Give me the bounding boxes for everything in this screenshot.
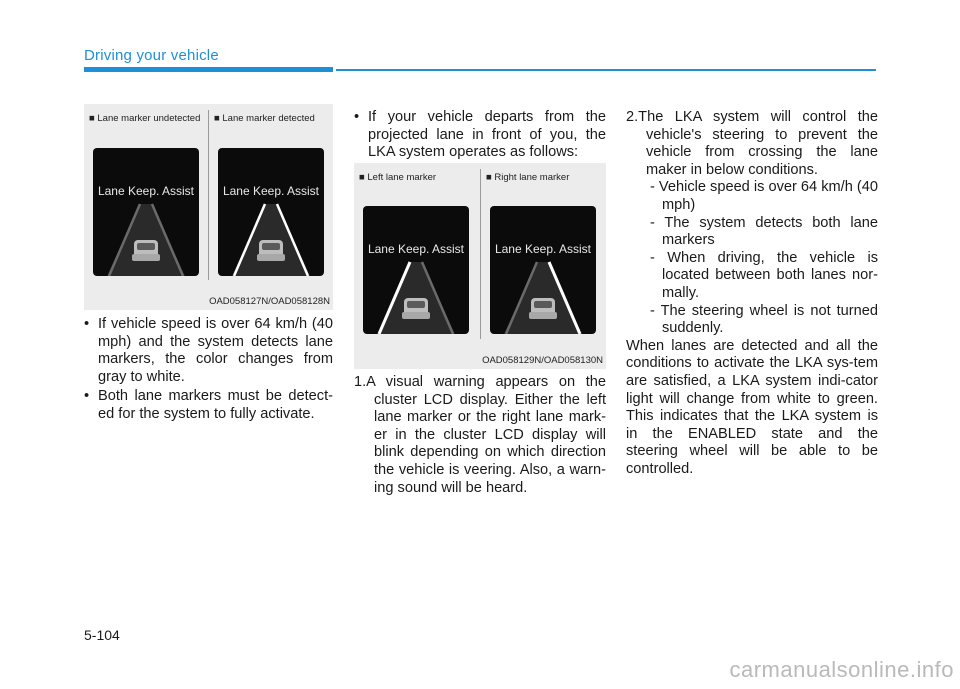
- condition-between-lanes: - When driving, the vehicle is located between both lanes nor-mally.: [650, 249, 878, 301]
- bullet-both-markers: • Both lane markers must be detect-ed for the system to fully activate.: [84, 388, 333, 423]
- car-icon: [529, 298, 557, 319]
- header-rule-left: [84, 67, 333, 72]
- numbered-item-1: 1.A visual warning appears on the cluster LCD display. Either the left lane marker or the right lane mark-er in the cluster LCD display will blink depending on which direction the vehicle is veering. Also, a warn-ing sound will be heard.: [354, 374, 606, 496]
- lane-view-left-warning: [363, 258, 469, 334]
- numbered-item-2: 2.The LKA system will control the vehicle's steering to prevent the vehicle from crossing the lane maker in below conditions.: [626, 109, 878, 178]
- page-number: 5-104: [84, 627, 120, 643]
- caption-right-lane: ■ Right lane marker: [486, 172, 570, 183]
- figure-code: OAD058129N/OAD058130N: [482, 355, 603, 366]
- car-icon: [257, 240, 285, 261]
- column-3: [626, 109, 878, 478]
- condition-markers: - The system detects both lane markers: [650, 214, 878, 249]
- bullet-speed-color: • If vehicle speed is over 64 km/h (40 mph) and the system detects lane markers, the color changes from gray to white.: [84, 316, 333, 386]
- cluster-screen-undetected: [93, 148, 199, 276]
- column-2-bottom: [354, 374, 606, 497]
- cluster-screen-left-lane: [363, 206, 469, 334]
- figure-divider: [208, 110, 209, 280]
- bullet-lane-departure: • If your vehicle departs from the projected lane in front of you, the LKA system operates as follows:: [354, 109, 606, 162]
- lane-view-white: [218, 200, 324, 276]
- lane-view-gray: [93, 200, 199, 276]
- cluster-screen-detected: [218, 148, 324, 276]
- cluster-screen-right-lane: [490, 206, 596, 334]
- header-rule-right: [336, 69, 876, 71]
- figure-code: OAD058127N/OAD058128N: [209, 296, 330, 307]
- car-icon: [402, 298, 430, 319]
- paragraph-enabled-state: When lanes are detected and all the conditions to activate the LKA sys-tem are satisfied, a LKA system indi-cator light will change from white to green. This indicates that the LKA system is in the ENABLED state and the steering wheel will be able to be controlled.: [626, 337, 878, 477]
- car-icon: [132, 240, 160, 261]
- screen-label: Lane Keep. Assist: [222, 184, 320, 198]
- figure-lane-warning: [354, 163, 606, 369]
- figure-lane-detection: [84, 104, 333, 310]
- watermark: carmanualsonline.info: [729, 657, 954, 682]
- column-1: [84, 316, 333, 426]
- figure-divider: [480, 169, 481, 339]
- caption-lane-undetected: ■ Lane marker undetected: [89, 113, 201, 124]
- screen-label: Lane Keep. Assist: [494, 242, 592, 256]
- caption-left-lane: ■ Left lane marker: [359, 172, 437, 183]
- lane-view-right-warning: [490, 258, 596, 334]
- condition-steering: - The steering wheel is not turned suddenly.: [650, 302, 878, 337]
- condition-speed: - Vehicle speed is over 64 km/h (40 mph): [650, 179, 878, 213]
- column-2-top: [354, 109, 606, 164]
- section-title: Driving your vehicle: [84, 47, 219, 64]
- caption-lane-detected: ■ Lane marker detected: [214, 113, 315, 124]
- screen-label: Lane Keep. Assist: [97, 184, 195, 198]
- screen-label: Lane Keep. Assist: [367, 242, 465, 256]
